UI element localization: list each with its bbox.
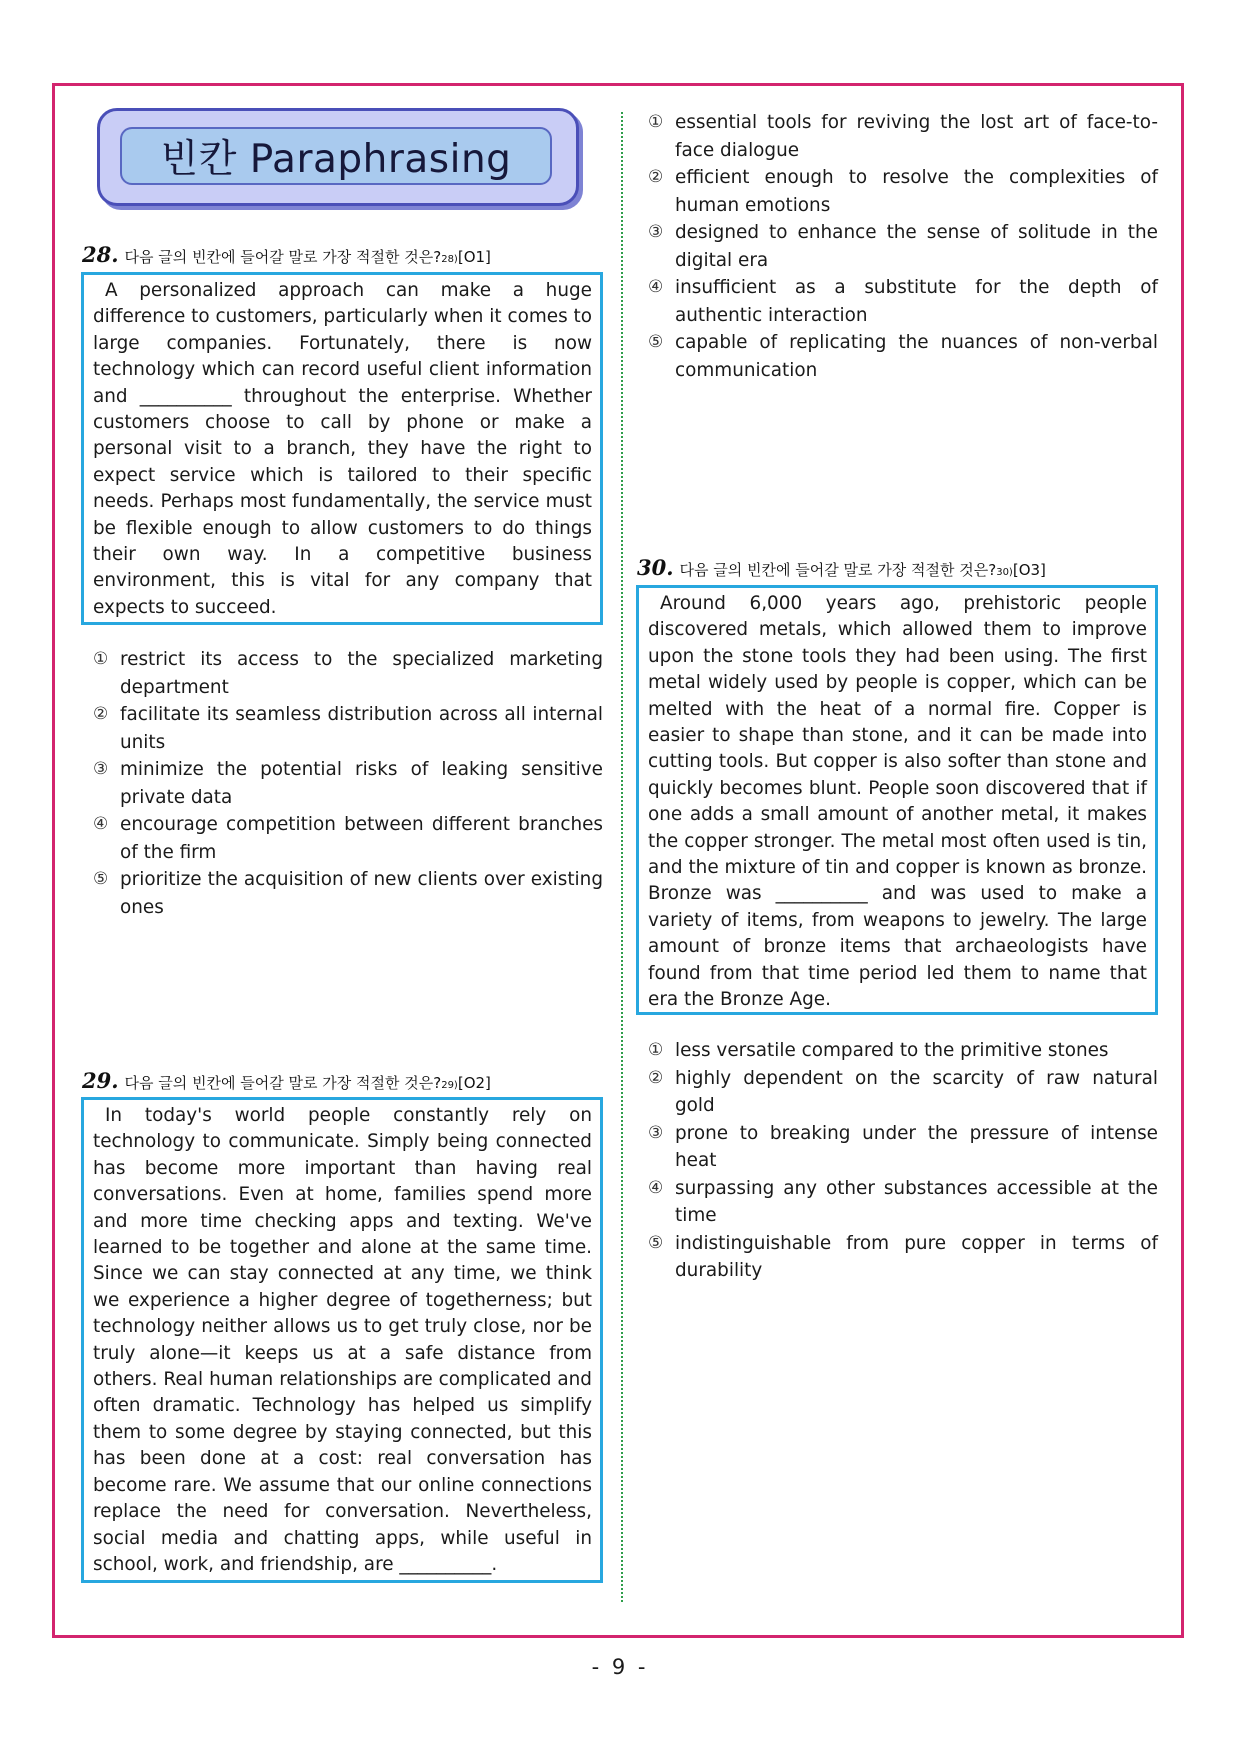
option-text: highly dependent on the scarcity of raw natural gold	[675, 1067, 1158, 1116]
option-number: ④	[648, 1177, 664, 1198]
option-1[interactable]	[648, 1037, 1158, 1065]
footnote-ref: 29)	[441, 1080, 458, 1091]
question-30-passage	[636, 585, 1158, 1015]
option-number: ③	[648, 222, 664, 242]
question-30-header	[637, 555, 1046, 580]
question-prompt: 다음 글의 빈칸에 들어갈 말로 가장 적절한 것은?	[679, 561, 997, 579]
question-code: [O2]	[457, 1074, 491, 1092]
question-code: [O3]	[1012, 561, 1046, 579]
option-number: ④	[648, 277, 664, 297]
option-number: ⑤	[648, 1232, 664, 1253]
question-prompt: 다음 글의 빈칸에 들어갈 말로 가장 적절한 것은?	[124, 248, 442, 266]
option-number: ①	[648, 112, 664, 132]
option-text: prone to breaking under the pressure of intense heat	[675, 1122, 1158, 1171]
option-1[interactable]	[93, 646, 603, 701]
option-2[interactable]	[648, 164, 1158, 219]
option-number: ④	[93, 814, 109, 834]
option-text: insufficient as a substitute for the depth of authentic interaction	[675, 277, 1158, 326]
option-text: designed to enhance the sense of solitude in the digital era	[675, 222, 1158, 271]
option-text: restrict its access to the specialized marketing department	[120, 649, 603, 698]
option-text: efficient enough to resolve the complexities of human emotions	[675, 167, 1158, 216]
option-5[interactable]	[648, 1230, 1158, 1285]
question-29-options	[648, 109, 1158, 384]
option-4[interactable]	[648, 1175, 1158, 1230]
question-prompt: 다음 글의 빈칸에 들어갈 말로 가장 적절한 것은?	[124, 1074, 442, 1092]
option-4[interactable]	[648, 274, 1158, 329]
section-title-plate	[120, 127, 552, 185]
option-number: ①	[648, 1040, 664, 1060]
option-4[interactable]	[93, 811, 603, 866]
option-2[interactable]	[648, 1065, 1158, 1120]
option-number: ②	[648, 167, 664, 187]
column-divider	[621, 112, 623, 1602]
option-3[interactable]	[648, 1120, 1158, 1175]
option-3[interactable]	[93, 756, 603, 811]
question-28-options	[93, 646, 603, 921]
question-28-passage	[81, 272, 603, 625]
option-number: ③	[93, 759, 109, 779]
option-text: less versatile compared to the primitive stones	[675, 1040, 1109, 1061]
option-text: minimize the potential risks of leaking sensitive private data	[120, 759, 603, 808]
option-text: surpassing any other substances accessible at the time	[675, 1177, 1158, 1226]
question-code: [O1]	[457, 248, 491, 266]
option-number: ⑤	[648, 332, 664, 352]
question-number: 28.	[82, 242, 119, 267]
option-3[interactable]	[648, 219, 1158, 274]
option-text: essential tools for reviving the lost art of face-to-face dialogue	[675, 112, 1158, 161]
passage-text: Around 6,000 years ago, prehistoric people discovered metals, which allowed them to improve upon the stone tools they had been using. The first metal widely used by people is copper, which can be melted with the heat of a normal fire. Copper is easier to shape than stone, and it can be made into cutting tools. But copper is also softer than stone and quickly becomes blunt. People soon discovered that if one adds a small amount of another metal, it makes the copper stronger. The metal most often used is tin, and the mixture of tin and copper is known as bronze. Bronze was __________ and was used to make a variety of items, from weapons to jewelry. The large amount of bronze items that archaeologists have found from that time period led them to name that era the Bronze Age.	[648, 593, 1147, 1011]
option-text: indistinguishable from pure copper in terms of durability	[675, 1232, 1158, 1281]
footnote-ref: 28)	[441, 254, 458, 265]
option-text: encourage competition between different branches of the firm	[120, 814, 603, 863]
option-number: ③	[648, 1122, 664, 1143]
question-number: 30.	[637, 555, 674, 580]
section-title-banner	[97, 108, 579, 206]
question-30-options	[648, 1037, 1158, 1285]
option-2[interactable]	[93, 701, 603, 756]
option-5[interactable]	[648, 329, 1158, 384]
option-text: capable of replicating the nuances of non-verbal communication	[675, 332, 1158, 381]
option-number: ⑤	[93, 869, 109, 889]
option-text: prioritize the acquisition of new clients over existing ones	[120, 869, 603, 918]
question-29-passage	[81, 1097, 603, 1583]
question-number: 29.	[82, 1068, 119, 1093]
passage-text: In today's world people constantly rely on technology to communicate. Simply being connected has become more important than having real conversations. Even at home, families spend more and more time checking apps and texting. We've learned to be together and alone at the same time. Since we can stay connected at any time, we think we experience a higher degree of togetherness; but technology neither allows us to get truly close, nor be truly alone—it keeps us at a safe distance from others. Real human relationships are complicated and often dramatic. Technology has helped us simplify them to some degree by staying connected, but this has been done at a cost: real conversation has become rare. We assume that our online connections replace the need for conversation. Nevertheless, social media and chatting apps, while useful in school, work, and friendship, are __________.	[93, 1105, 592, 1575]
question-28-header	[82, 242, 491, 267]
section-title: 빈칸 Paraphrasing	[160, 137, 512, 182]
option-5[interactable]	[93, 866, 603, 921]
option-text: facilitate its seamless distribution across all internal units	[120, 704, 603, 753]
page-number: - 9 -	[591, 1655, 649, 1679]
option-number: ①	[93, 649, 109, 669]
option-1[interactable]	[648, 109, 1158, 164]
question-29-header	[82, 1068, 491, 1093]
footnote-ref: 30)	[996, 567, 1013, 578]
passage-text: A personalized approach can make a huge difference to customers, particularly when it comes to large companies. Fortunately, there is now technology which can record useful client information and __________ throughout the enterprise. Whether customers choose to call by phone or make a personal visit to a branch, they have the right to expect service which is tailored to their specific needs. Perhaps most fundamentally, the service must be flexible enough to allow customers to do things their own way. In a competitive business environment, this is vital for any company that expects to succeed.	[93, 280, 592, 618]
option-number: ②	[93, 704, 109, 724]
option-number: ②	[648, 1067, 664, 1088]
